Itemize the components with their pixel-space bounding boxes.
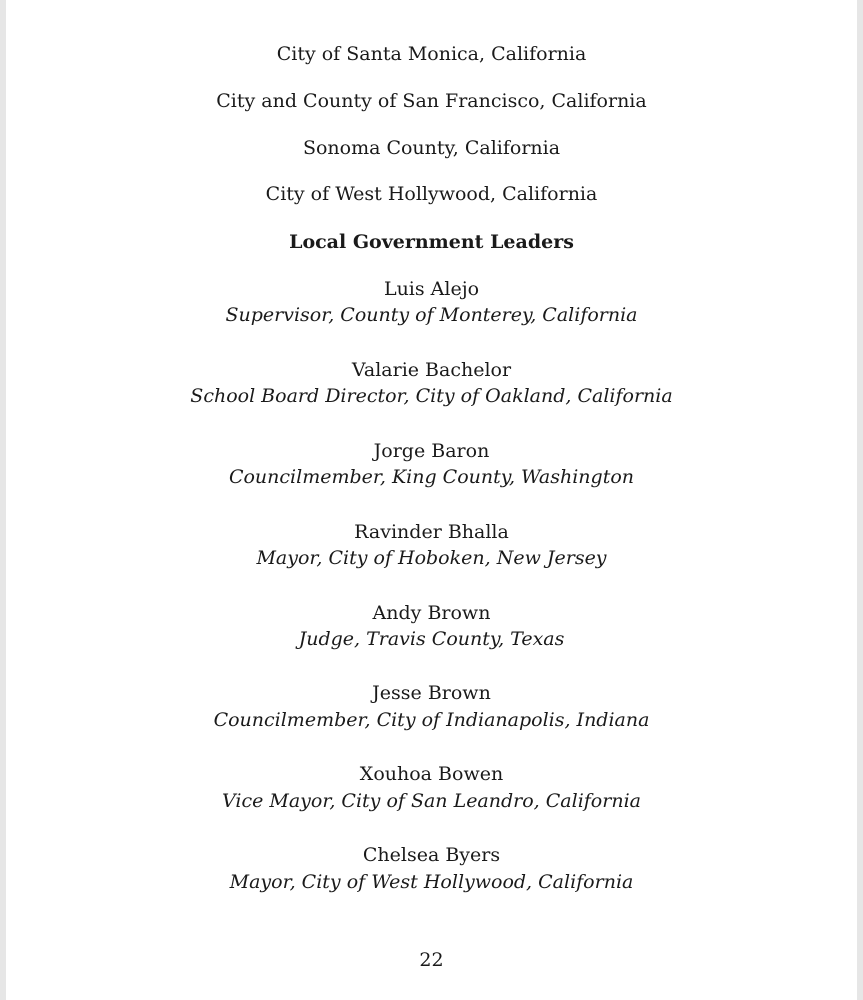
leader-name: Andy Brown bbox=[372, 602, 491, 624]
leader-title: Councilmember, City of Indianapolis, Indiana bbox=[213, 709, 650, 731]
jurisdiction-line: City of West Hollywood, California bbox=[265, 183, 598, 205]
page-number: 22 bbox=[419, 949, 444, 971]
leader-name: Valarie Bachelor bbox=[351, 359, 512, 381]
section-heading: Local Government Leaders bbox=[289, 231, 574, 253]
leader-title: Vice Mayor, City of San Leandro, California bbox=[222, 790, 641, 812]
leader-title: School Board Director, City of Oakland, California bbox=[190, 385, 673, 407]
leader-name: Ravinder Bhalla bbox=[354, 521, 509, 543]
jurisdiction-line: City and County of San Francisco, California bbox=[216, 90, 647, 112]
leader-name: Jesse Brown bbox=[372, 682, 491, 704]
leader-name: Luis Alejo bbox=[383, 278, 480, 300]
leader-title: Councilmember, King County, Washington bbox=[228, 466, 635, 488]
leader-name: Jorge Baron bbox=[373, 440, 490, 462]
jurisdiction-line: Sonoma County, California bbox=[302, 137, 561, 159]
leader-name: Xouhoa Bowen bbox=[359, 763, 504, 785]
leader-title: Supervisor, County of Monterey, California bbox=[225, 304, 638, 326]
leader-title: Mayor, City of West Hollywood, California bbox=[229, 871, 634, 893]
leader-title: Mayor, City of Hoboken, New Jersey bbox=[256, 547, 607, 569]
jurisdiction-line: City of Santa Monica, California bbox=[276, 43, 587, 65]
document-page bbox=[6, 0, 857, 1000]
leader-name: Chelsea Byers bbox=[362, 844, 501, 866]
leader-title: Judge, Travis County, Texas bbox=[298, 628, 565, 650]
